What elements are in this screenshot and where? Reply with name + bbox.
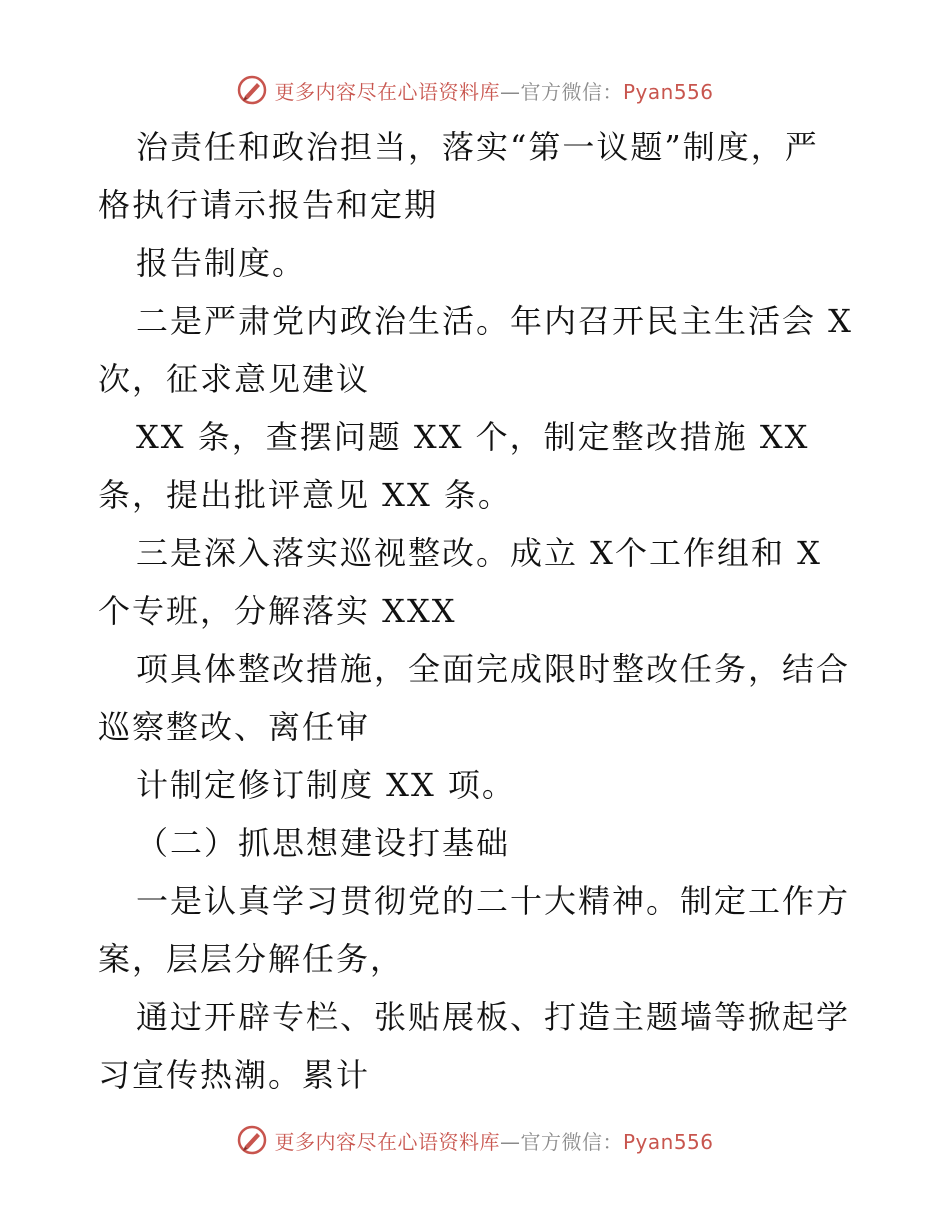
watermark-site: 更多内容尽在心语资料库	[274, 1129, 500, 1154]
text-line: 报告制度。	[136, 244, 307, 282]
text-line: 习宣传热潮。累计	[98, 1056, 371, 1094]
text-line: 个专班，分解落实 XXX	[98, 592, 457, 630]
pen-logo-icon	[236, 74, 268, 106]
text-line: 案，层层分解任务，	[98, 940, 405, 978]
watermark-text	[274, 1126, 713, 1155]
text-line: 三是深入落实巡视整改。成立 X个工作组和 X	[136, 534, 822, 572]
text-line: 项具体整改措施，全面完成限时整改任务，结合	[136, 650, 851, 688]
watermark-contact-label: 官方微信：	[520, 79, 623, 104]
watermark-contact-id: Pyan556	[622, 1129, 714, 1154]
watermark-separator: —	[499, 1129, 521, 1154]
section-heading: （二）抓思想建设打基础	[136, 824, 511, 862]
watermark-site: 更多内容尽在心语资料库	[274, 79, 500, 104]
watermark-separator: —	[499, 79, 521, 104]
text-line: 治责任和政治担当，落实“第一议题”制度，严	[136, 128, 819, 166]
text-line: 巡察整改、离任审	[98, 708, 371, 746]
text-line: 计制定修订制度 XX 项。	[136, 766, 516, 804]
text-line: 通过开辟专栏、张贴展板、打造主题墙等掀起学	[136, 998, 851, 1036]
footer-watermark	[0, 1120, 950, 1160]
text-line: 一是认真学习贯彻党的二十大精神。制定工作方	[136, 882, 851, 920]
header-watermark	[0, 70, 950, 110]
text-line: 二是严肃党内政治生活。年内召开民主生活会 X	[136, 302, 853, 340]
text-line: XX 条，查摆问题 XX 个，制定整改措施 XX	[136, 418, 810, 456]
document-body	[98, 118, 868, 1104]
watermark-contact-label: 官方微信：	[520, 1129, 623, 1154]
watermark-text	[274, 76, 713, 105]
watermark-contact-id: Pyan556	[622, 79, 714, 104]
text-line: 格执行请示报告和定期	[98, 186, 439, 224]
pen-logo-icon	[236, 1124, 268, 1156]
text-line: 条，提出批评意见 XX 条。	[98, 476, 512, 514]
text-line: 次，征求意见建议	[98, 360, 371, 398]
